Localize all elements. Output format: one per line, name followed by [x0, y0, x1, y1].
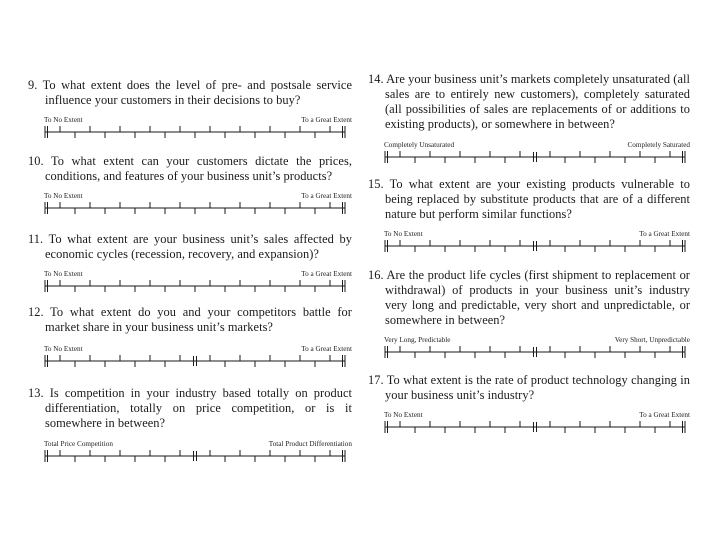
question-number: 14. — [368, 72, 384, 86]
question-14 — [368, 72, 690, 164]
scale-left-label: To No Extent — [384, 230, 423, 238]
question-9 — [28, 78, 352, 139]
scale-labels — [384, 336, 690, 344]
scale-right-label: To a Great Extent — [639, 411, 690, 419]
question-body: To what extent are your existing products vulnerable to being replaced by substitute products that are of a different nature but perform similar functions? — [385, 177, 690, 221]
question-16 — [368, 268, 690, 359]
scale-right-label: To a Great Extent — [301, 270, 352, 278]
question-body: Are your business unit’s markets completely unsaturated (all sales are to entirely new customers), completely saturated (all possibilities of sales are replacements of or additions to existing products), or somewhere in between? — [385, 72, 690, 131]
scale-right-label: To a Great Extent — [301, 192, 352, 200]
scale-right-label: To a Great Extent — [301, 116, 352, 124]
scale-labels — [44, 270, 352, 278]
scale-left-label: To No Extent — [44, 270, 83, 278]
question-body: To what extent is the rate of product technology changing in your business unit’s industry? — [385, 373, 690, 402]
question-text — [28, 232, 352, 262]
rating-scale[interactable] — [43, 279, 351, 293]
rating-scale[interactable] — [383, 345, 691, 359]
question-number: 15. — [368, 177, 384, 191]
question-number: 9. — [28, 78, 38, 92]
scale-left-label: Very Long, Predictable — [384, 336, 451, 344]
question-body: Are the product life cycles (first shipment to replacement or withdrawal) of products in your business unit’s industry very long and predictable, very short and unpredictable, or somewhere in between? — [385, 268, 690, 327]
question-text — [28, 78, 352, 108]
scale-left-label: To No Extent — [384, 411, 423, 419]
scale-labels — [44, 192, 352, 200]
question-body: To what extent do you and your competitors battle for market share in your business unit’s markets? — [45, 305, 352, 334]
scale-right-label: Very Short, Unpredictable — [614, 336, 690, 344]
question-text — [368, 72, 690, 132]
question-number: 13. — [28, 386, 44, 400]
scale-left-label: To No Extent — [44, 116, 83, 124]
scale-labels — [384, 411, 690, 419]
scale-left-label: Completely Unsaturated — [384, 141, 455, 149]
question-text — [28, 305, 352, 335]
rating-scale[interactable] — [43, 354, 351, 368]
question-text — [28, 386, 352, 431]
question-number: 11. — [28, 232, 44, 246]
rating-scale[interactable] — [43, 125, 351, 139]
question-15 — [368, 177, 690, 253]
question-body: Is competition in your industry based totally on product differentiation, totally on price competition, or is it somewhere in between? — [45, 386, 352, 430]
rating-scale[interactable] — [383, 150, 691, 164]
question-text — [368, 268, 690, 328]
rating-scale[interactable] — [383, 239, 691, 253]
scale-left-label: To No Extent — [44, 192, 83, 200]
scale-labels — [44, 440, 352, 448]
scale-right-label: Completely Saturated — [627, 141, 690, 149]
question-text — [28, 154, 352, 184]
scale-labels — [384, 141, 690, 149]
scale-labels — [384, 230, 690, 238]
question-body: To what extent can your customers dictate the prices, conditions, and features of your business unit’s products? — [45, 154, 352, 183]
question-number: 17. — [368, 373, 384, 387]
rating-scale[interactable] — [43, 201, 351, 215]
question-body: To what extent does the level of pre- and postsale service influence your customers in their decisions to buy? — [42, 78, 352, 107]
scale-left-label: To No Extent — [44, 345, 83, 353]
question-number: 16. — [368, 268, 384, 282]
question-text — [368, 373, 690, 403]
question-13 — [28, 386, 352, 463]
question-body: To what extent are your business unit’s sales affected by economic cycles (recession, recovery, and expansion)? — [45, 232, 352, 261]
question-number: 10. — [28, 154, 44, 168]
question-17 — [368, 373, 690, 434]
scale-right-label: To a Great Extent — [639, 230, 690, 238]
question-number: 12. — [28, 305, 44, 319]
question-10 — [28, 154, 352, 215]
scale-right-label: To a Great Extent — [301, 345, 352, 353]
question-text — [368, 177, 690, 222]
question-12 — [28, 305, 352, 368]
scale-labels — [44, 345, 352, 353]
scale-labels — [44, 116, 352, 124]
scale-right-label: Total Product Differentiation — [268, 440, 352, 448]
question-11 — [28, 232, 352, 293]
scale-left-label: Total Price Competition — [44, 440, 113, 448]
rating-scale[interactable] — [43, 449, 351, 463]
rating-scale[interactable] — [383, 420, 691, 434]
